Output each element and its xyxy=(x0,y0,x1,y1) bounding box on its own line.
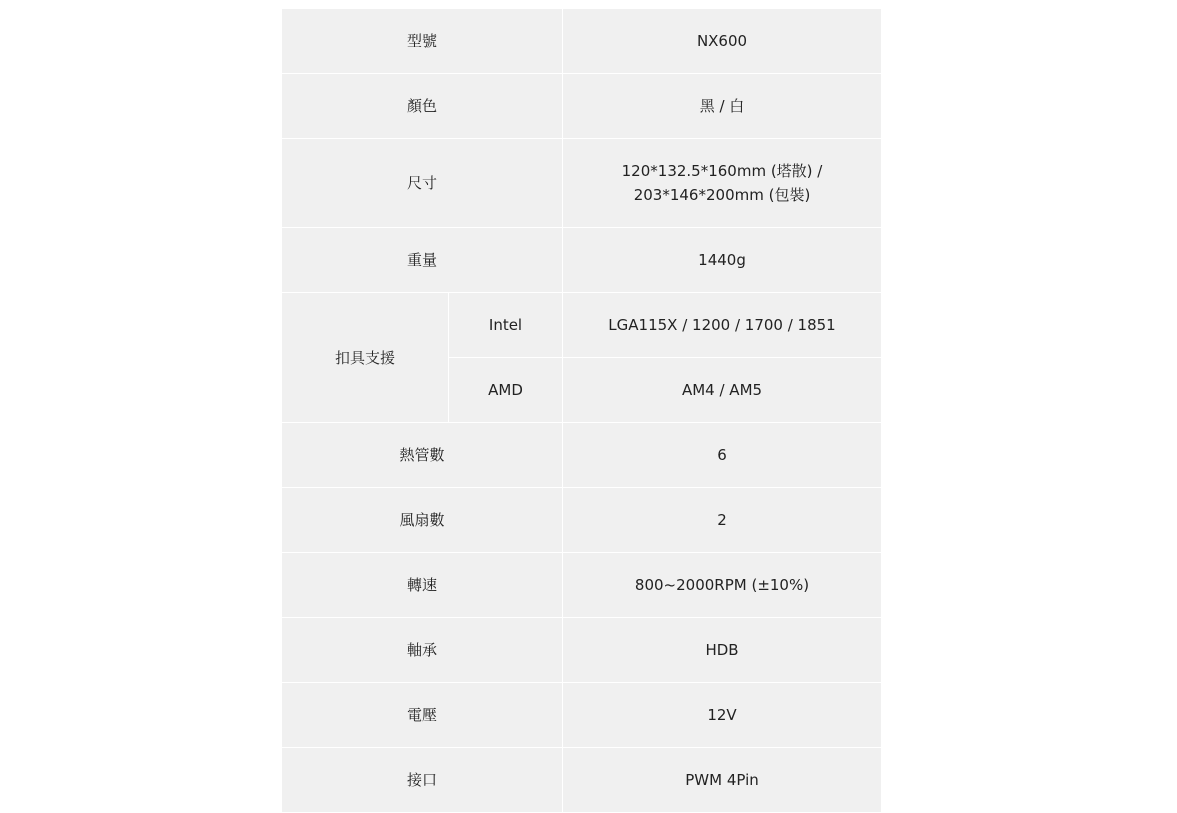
spec-value-fans: 2 xyxy=(563,488,882,553)
spec-value-model: NX600 xyxy=(563,9,882,74)
spec-value-voltage: 12V xyxy=(563,683,882,748)
spec-value-size-line1: 120*132.5*160mm (塔散) / xyxy=(621,162,823,180)
table-row-weight xyxy=(282,228,882,293)
table-row-model xyxy=(282,9,882,74)
table-row-socket-intel xyxy=(282,293,882,358)
spec-table xyxy=(281,8,882,813)
spec-value-connector: PWM 4Pin xyxy=(563,748,882,813)
spec-label-heatpipes: 熱管數 xyxy=(282,423,563,488)
spec-label-weight: 重量 xyxy=(282,228,563,293)
table-row-speed xyxy=(282,553,882,618)
spec-value-intel: LGA115X / 1200 / 1700 / 1851 xyxy=(563,293,882,358)
spec-label-color: 顏色 xyxy=(282,74,563,139)
spec-label-bearing: 軸承 xyxy=(282,618,563,683)
table-row-size xyxy=(282,139,882,228)
spec-value-amd: AM4 / AM5 xyxy=(563,358,882,423)
table-row-bearing xyxy=(282,618,882,683)
spec-value-heatpipes: 6 xyxy=(563,423,882,488)
spec-label-connector: 接口 xyxy=(282,748,563,813)
spec-label-socket: 扣具支援 xyxy=(282,293,449,423)
spec-label-fans: 風扇數 xyxy=(282,488,563,553)
table-row-heatpipes xyxy=(282,423,882,488)
table-row-connector xyxy=(282,748,882,813)
spec-label-speed: 轉速 xyxy=(282,553,563,618)
spec-sublabel-amd: AMD xyxy=(449,358,563,423)
spec-value-weight: 1440g xyxy=(563,228,882,293)
spec-value-color: 黑 / 白 xyxy=(563,74,882,139)
spec-label-voltage: 電壓 xyxy=(282,683,563,748)
spec-value-size-line2: 203*146*200mm (包裝) xyxy=(633,186,811,204)
table-row-color xyxy=(282,74,882,139)
table-row-fans xyxy=(282,488,882,553)
spec-value-bearing: HDB xyxy=(563,618,882,683)
table-row-voltage xyxy=(282,683,882,748)
spec-label-size: 尺寸 xyxy=(282,139,563,228)
spec-value-speed: 800~2000RPM (±10%) xyxy=(563,553,882,618)
spec-value-size xyxy=(563,139,882,228)
spec-label-model: 型號 xyxy=(282,9,563,74)
spec-sublabel-intel: Intel xyxy=(449,293,563,358)
